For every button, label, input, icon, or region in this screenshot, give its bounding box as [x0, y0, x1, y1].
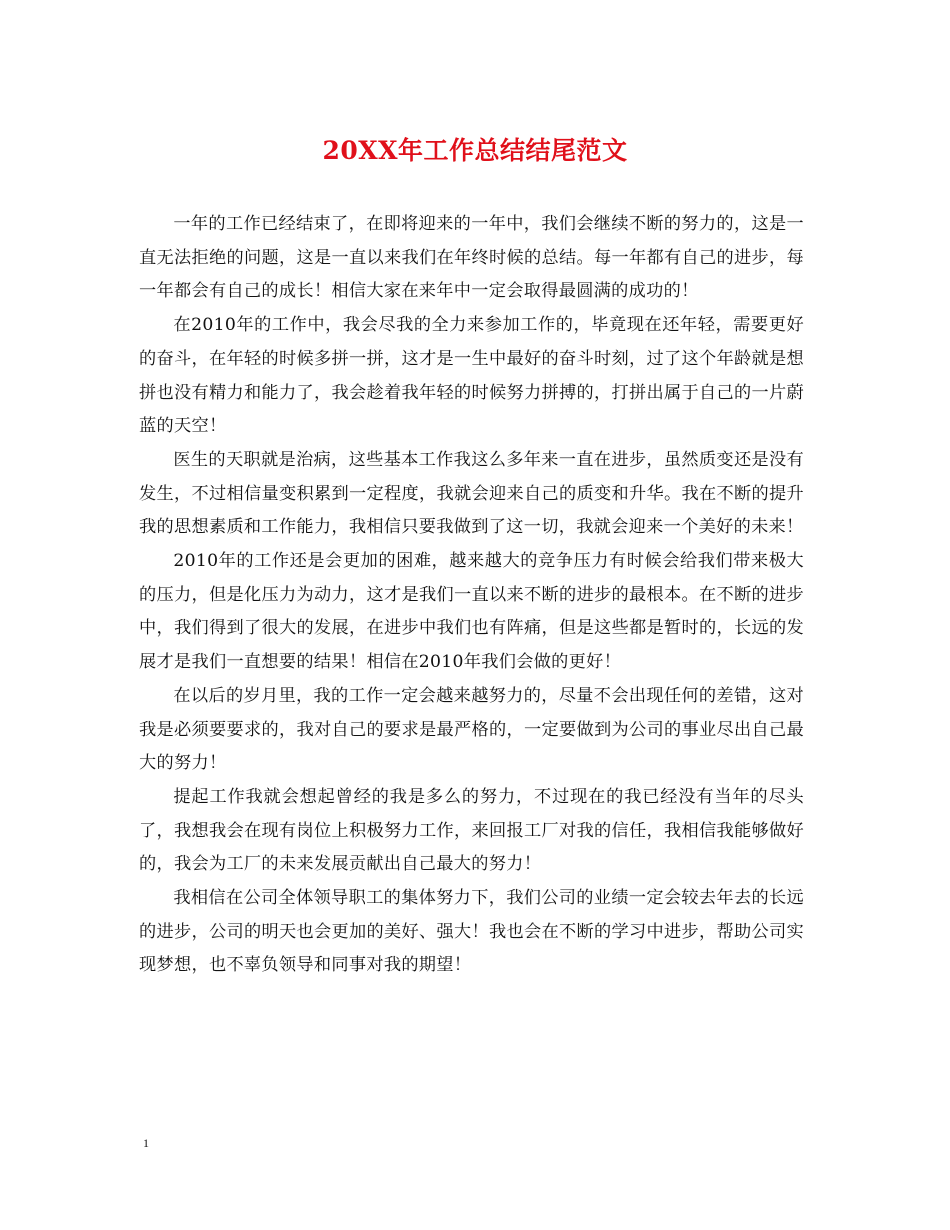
paragraph-2: 在2010年的工作中，我会尽我的全力来参加工作的，毕竟现在还年轻，需要更好的奋斗，在年轻的时候多拼一拼，这才是一生中最好的奋斗时刻，过了这个年龄就是想拼也没有精力和能力了，我会趁着我年轻的时候努力拼搏的，打拼出属于自己的一片蔚蓝的天空！ — [139, 315, 804, 437]
document-title: 20XX年工作总结结尾范文 — [322, 136, 628, 165]
paragraph-1: 一年的工作已经结束了，在即将迎来的一年中，我们会继续不断的努力的，这是一直无法拒绝的问题，这是一直以来我们在年终时候的总结。每一年都有自己的进步，每一年都会有自己的成长！相信大家在来年中一定会取得最圆满的成功的！ — [139, 214, 804, 302]
paragraph-7: 我相信在公司全体领导职工的集体努力下，我们公司的业绩一定会较去年去的长远的进步，公司的明天也会更加的美好、强大！我也会在不断的学习中进步，帮助公司实现梦想，也不辜负领导和同事对我的期望！ — [139, 888, 804, 976]
document-body — [139, 208, 804, 983]
paragraph-6: 提起工作我就会想起曾经的我是多么的努力，不过现在的我已经没有当年的尽头了，我想我会在现有岗位上积极努力工作，来回报工厂对我的信任，我相信我能够做好的，我会为工厂的未来发展贡献出自己最大的努力！ — [139, 786, 804, 875]
page-number: 1 — [143, 1136, 149, 1150]
paragraph-3: 医生的天职就是治病，这些基本工作我这么多年来一直在进步，虽然质变还是没有发生，不过相信量变积累到一定程度，我就会迎来自己的质变和升华。我在不断的提升我的思想素质和工作能力，我相信只要我做到了这一切，我就会迎来一个美好的未来！ — [139, 449, 804, 538]
paragraph-5: 在以后的岁月里，我的工作一定会越来越努力的，尽量不会出现任何的差错，这对我是必须要要求的，我对自己的要求是最严格的，一定要做到为公司的事业尽出自己最大的努力！ — [139, 685, 804, 774]
paragraph-4: 2010年的工作还是会更加的困难，越来越大的竞争压力有时候会给我们带来极大的压力，但是化压力为动力，这才是我们一直以来不断的进步的最根本。在不断的进步中，我们得到了很大的发展，在进步中我们也有阵痛，但是这些都是暂时的，长远的发展才是我们一直想要的结果！相信在2010年我们会做的更好！ — [139, 551, 804, 673]
